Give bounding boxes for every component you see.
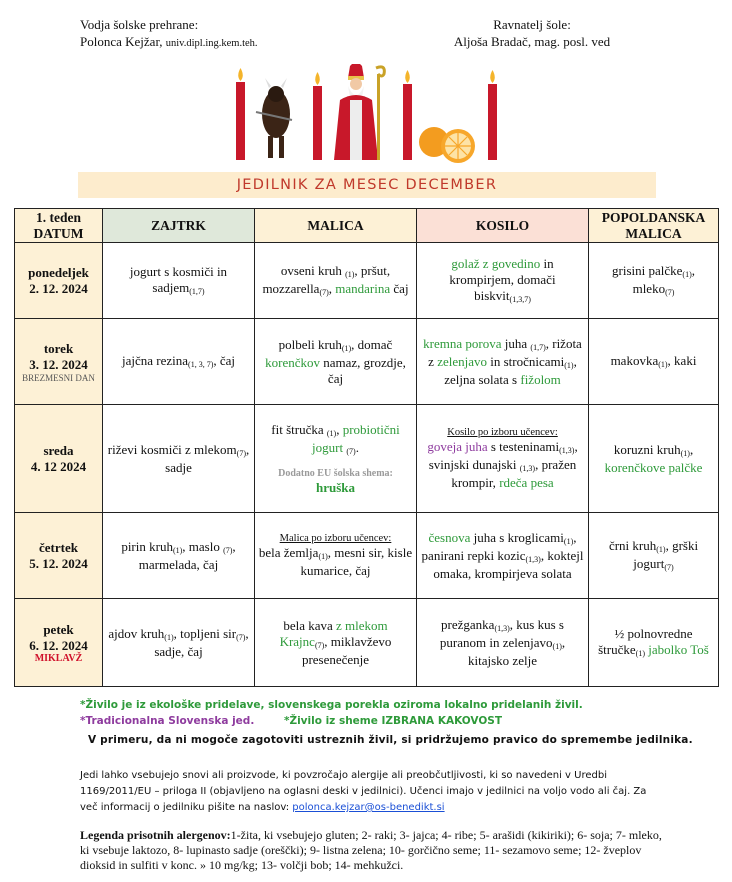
- allergen-code: (1): [563, 536, 574, 546]
- footnote-line-2: [80, 715, 502, 727]
- zajtrk-cell: [103, 243, 255, 319]
- allergen-code: (7): [236, 448, 246, 458]
- food-text: , kus kus s puranom in zelenjavo: [439, 616, 564, 650]
- highlighted-food: korenčkov: [265, 354, 320, 370]
- principal-role: Ravnatelj šole:: [493, 17, 571, 32]
- highlighted-food: fižolom: [520, 371, 561, 387]
- allergen-code: (7): [665, 287, 675, 297]
- food-text: namaz, grozdje, čaj: [319, 354, 406, 386]
- highlighted-food: rdeča pesa: [499, 475, 554, 490]
- food-text: , čaj: [213, 352, 236, 368]
- popoldanska-malica-label: MALICA: [625, 225, 682, 241]
- day-name: torek: [43, 340, 74, 356]
- day-date: 6. 12. 2024: [29, 637, 88, 653]
- food-text: .: [355, 439, 359, 455]
- manager-role: Vodja šolske prehrane:: [80, 17, 199, 32]
- food-text: , marmelada, čaj: [138, 538, 236, 572]
- day-name: sreda: [43, 442, 74, 458]
- change-reservation-note: V primeru, da ni mogoče zagotoviti ustreznih živil, si pridržujemo pravico do spremembe jedilnika.: [88, 734, 693, 746]
- menu-title-banner: [78, 172, 656, 198]
- day-date: 3. 12. 2024: [29, 356, 88, 372]
- food-text: , pražen krompir,: [451, 457, 577, 490]
- highlighted-food: korenčkove palčke: [604, 459, 703, 475]
- candle-icon: [488, 70, 497, 160]
- day-name: ponedeljek: [28, 264, 89, 280]
- allergen-code: (1): [658, 359, 668, 369]
- food-text: prežganka: [441, 616, 495, 632]
- allergen-legend-text: 1-žita, ki vsebujejo gluten; 2- raki; 3- jajca; 4- ribe; 5- arašidi (kikiriki); 6- soja; 7- mleko, ki vsebuje laktozo, 8- lupinasto sadje (oreščki); 9- listna zelena; 10- gorčično seme; 11- sezamovo seme; 12- žveplov dioksid in sulfiti v konc. » 10 mg/kg; 13- volčji bob; 14- mehkužci.: [80, 828, 662, 872]
- menu-title: JEDILNIK ZA MESEC DECEMBER: [236, 177, 498, 193]
- candle-icon: [313, 72, 322, 160]
- weekly-menu-table: [14, 208, 719, 687]
- food-text: jogurt s kosmiči in sadjem: [129, 263, 228, 295]
- allergen-code: (7): [236, 632, 246, 642]
- eu-scheme-label: Dodatno EU šolska shema:: [278, 467, 393, 479]
- food-text: ½ polnovredne štručke: [598, 625, 693, 657]
- food-text: , sadje, čaj: [154, 625, 249, 659]
- highlighted-food: zelenjavo: [437, 353, 487, 369]
- traditional-dish-footnote: *Tradicionalna Slovenska jed.: [80, 715, 255, 727]
- food-text: in stročnicami: [487, 353, 565, 369]
- date-label: DATUM: [33, 225, 84, 241]
- st-nicholas-illustration: [226, 64, 516, 168]
- malica-cell: [255, 405, 417, 513]
- choice-note: Malica po izboru učencev:: [279, 533, 392, 544]
- popoldanska-cell: [589, 243, 719, 319]
- allergen-code: (1): [172, 545, 183, 555]
- allergen-code: (1): [635, 648, 645, 658]
- popoldanska-label: POPOLDANSKA: [601, 209, 706, 225]
- highlighted-food: golaž z govedino: [451, 255, 541, 271]
- highlighted-food: jabolko Toš: [648, 641, 709, 657]
- day-name: petek: [43, 621, 74, 637]
- food-text: , mleko: [632, 262, 695, 296]
- food-text: črni kruh: [608, 537, 657, 553]
- allergy-info-paragraph: [80, 768, 665, 816]
- allergen-code: (1): [682, 269, 692, 279]
- kosilo-cell: [417, 243, 589, 319]
- day-date: 2. 12. 2024: [29, 280, 88, 296]
- table-row: [15, 243, 719, 319]
- highlighted-food: goveja juha: [427, 439, 488, 454]
- table-row: [15, 599, 719, 687]
- allergen-code: (7): [319, 287, 329, 297]
- food-text: ,: [328, 280, 336, 296]
- allergen-code: (1,3): [519, 464, 536, 473]
- allergen-code: (1): [326, 428, 337, 438]
- food-text: ,: [689, 441, 694, 457]
- food-text: koruzni kruh: [613, 441, 681, 457]
- date-column-header: [15, 209, 103, 243]
- food-text: s testeninami: [487, 439, 560, 454]
- allergen-code: (1): [341, 343, 352, 353]
- eco-footnote: *Živilo je iz ekološke pridelave, slovenskega porekla oziroma lokalno pridelanih živil.: [80, 699, 583, 711]
- table-header-row: [15, 209, 719, 243]
- food-text: grisini palčke: [612, 262, 683, 278]
- allergen-code: (1): [552, 641, 562, 651]
- day-date: 4. 12 2024: [30, 458, 87, 474]
- candle-icon: [403, 70, 412, 160]
- highlighted-food: mandarina: [335, 280, 391, 296]
- allergy-info-text: Jedi lahko vsebujejo snovi ali proizvode, ki povzročajo alergije ali preobčutljivosti, ki so navedeni v Uredbi 1169/2011/EU – priloga II (objavljeno na oglasni deski v jedilnici). Učenci imajo v jedilnici na voljo vodo ali čaj. Za več informacij o jedilniku pišite na naslov:: [80, 770, 647, 813]
- day-cell: [15, 599, 103, 687]
- popoldanska-cell: [589, 513, 719, 599]
- allergen-code: (1,3): [559, 446, 575, 455]
- popoldanska-cell: [589, 599, 719, 687]
- food-text: , sadje: [165, 441, 250, 475]
- allergen-code: (1,7): [530, 342, 546, 352]
- food-text: , svinjski dunajski: [428, 439, 578, 472]
- zajtrk-column-header: ZAJTRK: [103, 209, 255, 243]
- food-text: , zeljna solata s: [444, 353, 577, 387]
- krampus-icon: [256, 78, 292, 158]
- food-text: polbeli kruh: [278, 336, 342, 352]
- school-food-manager-block: [80, 16, 258, 52]
- malica-cell: [255, 243, 417, 319]
- table-row: [15, 513, 719, 599]
- kosilo-column-header: KOSILO: [417, 209, 589, 243]
- st-nicholas-icon: [334, 64, 384, 160]
- allergen-code: (7): [664, 562, 674, 572]
- food-text: jajčna rezina: [121, 352, 189, 368]
- malica-column-header: MALICA: [255, 209, 417, 243]
- kosilo-cell: [417, 513, 589, 599]
- manager-name-line: [80, 33, 258, 52]
- choice-note: Kosilo po izboru učencev:: [447, 427, 558, 438]
- contact-email-link[interactable]: polonca.kejzar@os-benedikt.si: [292, 802, 445, 813]
- day-cell: [15, 319, 103, 405]
- allergen-code: (1,7): [189, 286, 205, 296]
- food-text: bela kava: [283, 617, 337, 633]
- highlighted-food: česnova: [428, 529, 471, 545]
- allergen-code: (7): [346, 446, 356, 456]
- table-row: [15, 405, 719, 513]
- food-text: ajdov kruh: [108, 625, 165, 641]
- food-text: ,: [336, 421, 343, 437]
- candle-icon: [236, 68, 245, 160]
- malica-cell: [255, 513, 417, 599]
- table-row: [15, 319, 719, 405]
- day-name: četrtek: [39, 539, 78, 555]
- allergen-code: (7): [314, 640, 325, 650]
- food-text: , koktejl omaka, krompirjeva solata: [433, 547, 584, 581]
- allergen-code: (7): [223, 545, 233, 555]
- principal-block: [437, 16, 627, 50]
- food-text: , domač: [351, 336, 393, 352]
- day-cell: [15, 243, 103, 319]
- food-text: , kaki: [667, 352, 697, 368]
- day-note: BREZMESNI DAN: [22, 372, 95, 383]
- principal-name: Aljoša Bradač, mag. posl. ved: [453, 34, 611, 49]
- zajtrk-cell: [103, 513, 255, 599]
- week-label: 1. teden: [36, 209, 81, 225]
- malica-cell: [255, 599, 417, 687]
- zajtrk-cell: [103, 599, 255, 687]
- allergen-code: (1): [318, 552, 328, 561]
- allergen-code: (1, 3, 7): [188, 359, 214, 369]
- food-text: makovka: [610, 352, 659, 368]
- food-text: ovseni kruh: [280, 262, 346, 278]
- food-text: , miklavževo presenečenje: [301, 633, 392, 667]
- food-text: in krompirjem, domači biskvit: [449, 255, 556, 303]
- allergen-code: (1): [680, 448, 690, 458]
- orange-icon: [419, 127, 475, 163]
- allergen-code: (1): [564, 360, 574, 370]
- food-text: čaj: [390, 280, 409, 296]
- kosilo-cell: [417, 319, 589, 405]
- zajtrk-cell: [103, 319, 255, 405]
- malica-cell: [255, 319, 417, 405]
- eu-scheme-item: hruška: [315, 479, 356, 495]
- food-text: , mesni sir, kisle kumarice, čaj: [300, 545, 413, 578]
- zajtrk-cell: [103, 405, 255, 513]
- food-text: fit štručka: [271, 421, 327, 437]
- food-text: pirin kruh: [121, 538, 173, 554]
- allergen-legend: [80, 828, 665, 873]
- allergen-code: (1): [164, 632, 174, 642]
- day-cell: [15, 405, 103, 513]
- popoldanska-cell: [589, 405, 719, 513]
- popoldanska-column-header: [589, 209, 719, 243]
- food-text: bela žemlja: [258, 545, 319, 560]
- allergen-code: (1,3): [494, 623, 510, 633]
- allergen-code: (1): [656, 544, 666, 554]
- allergen-legend-label: Legenda prisotnih alergenov:: [80, 828, 231, 842]
- food-text: , panirani repki kozic: [421, 529, 577, 563]
- day-cell: [15, 513, 103, 599]
- kosilo-cell: [417, 599, 589, 687]
- food-text: , rižota z: [428, 335, 582, 369]
- quality-scheme-footnote: *Živilo iz sheme IZBRANA KAKOVOST: [283, 715, 502, 727]
- food-text: , grški jogurt: [633, 537, 699, 571]
- food-text: , topljeni sir: [173, 625, 237, 641]
- kosilo-cell: [417, 405, 589, 513]
- food-text: riževi kosmiči z mlekom: [107, 441, 237, 457]
- food-text: juha: [501, 335, 531, 351]
- allergen-code: (1,3): [525, 554, 541, 564]
- manager-name: Polonca Kejžar,: [80, 34, 163, 49]
- manager-title: univ.dipl.ing.kem.teh.: [165, 38, 258, 49]
- food-text: , pršut, mozzarella: [262, 262, 391, 296]
- highlighted-food: probiotični jogurt: [312, 421, 400, 455]
- popoldanska-cell: [589, 319, 719, 405]
- food-text: , kitajsko zelje: [468, 634, 566, 668]
- allergen-code: (1,3,7): [509, 294, 531, 304]
- highlighted-food: kremna porova: [423, 335, 502, 351]
- highlighted-food: z mlekom Krajnc: [279, 617, 388, 649]
- allergen-code: (1): [345, 269, 355, 279]
- food-text: juha s kroglicami: [470, 529, 564, 545]
- day-note: MIKLAVŽ: [34, 652, 83, 664]
- food-text: , maslo: [182, 538, 224, 554]
- day-date: 5. 12. 2024: [29, 555, 88, 571]
